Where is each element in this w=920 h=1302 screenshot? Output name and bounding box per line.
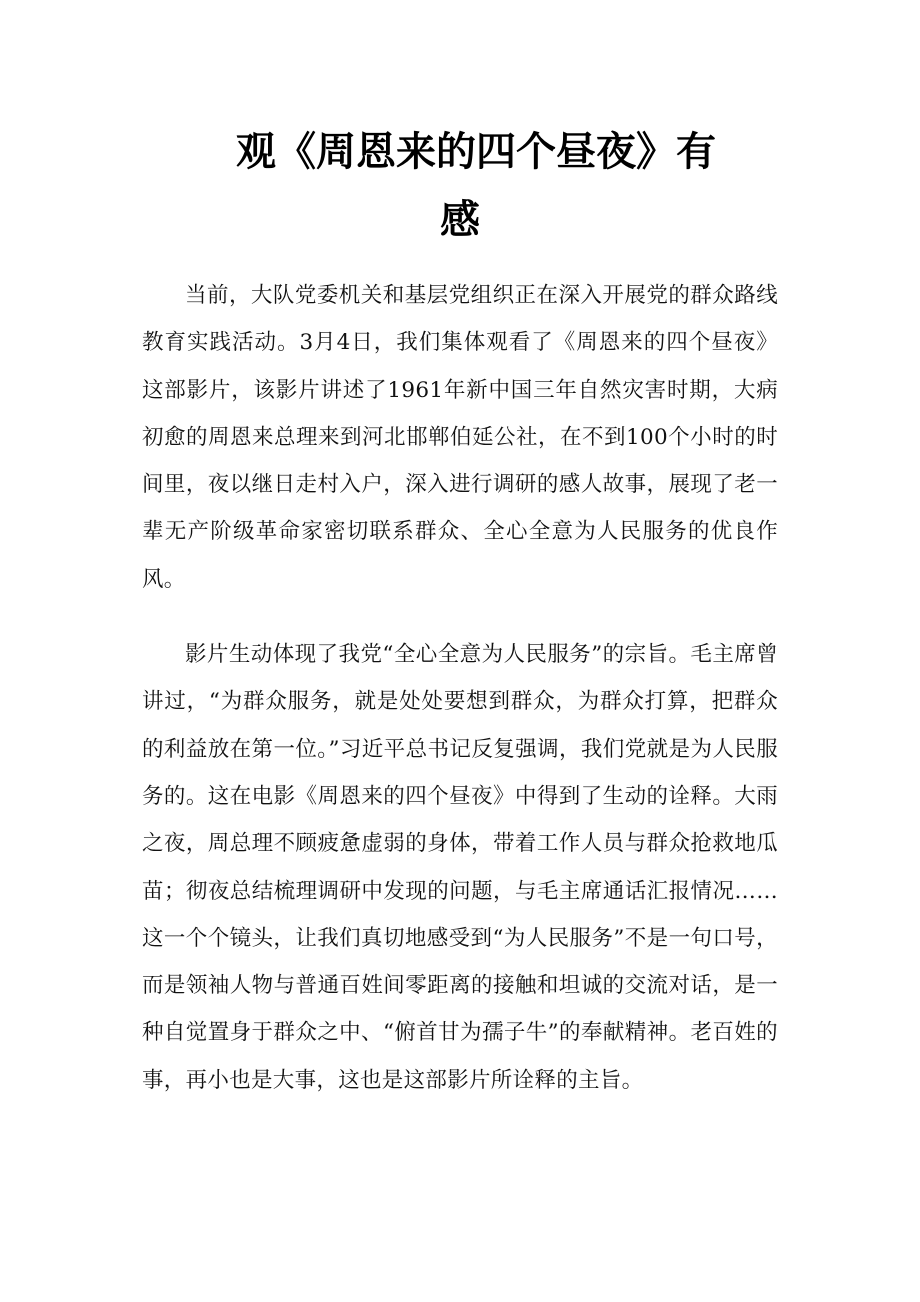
title-line-2: 感 — [440, 197, 480, 243]
paragraph-intro: 当前，大队党委机关和基层党组织正在深入开展党的群众路线教育实践活动。3月4日，我们集体观看了《周恩来的四个昼夜》这部影片，该影片讲述了1961年新中国三年自然灾害时期，大病初愈的周恩来总理来到河北邯郸伯延公社，在不到100个小时的时间里，夜以继日走村入户，深入进行调研的感人故事，展现了老一辈无产阶级革命家密切联系群众、全心全意为人民服务的优良作风。 — [142, 283, 778, 592]
title-line-1: 观《周恩来的四个昼夜》有 — [236, 129, 716, 175]
document-title — [236, 118, 776, 254]
document-body — [142, 272, 778, 1104]
paragraph-theme: 影片生动体现了我党“全心全意为人民服务”的宗旨。毛主席曾讲过，“为群众服务，就是处处要想到群众，为群众打算，把群众的利益放在第一位。”习近平总书记反复强调，我们党就是为人民服务的。这在电影《周恩来的四个昼夜》中得到了生动的诠释。大雨之夜，周总理不顾疲惫虚弱的身体，带着工作人员与群众抢救地瓜苗；彻夜总结梳理调研中发现的问题，与毛主席通话汇报情况……这一个个镜头，让我们真切地感受到“为人民服务”不是一句口号，而是领袖人物与普通百姓间零距离的接触和坦诚的交流对话，是一种自觉置身于群众之中、“俯首甘为孺子牛”的奉献精神。老百姓的事，再小也是大事，这也是这部影片所诠释的主旨。 — [142, 642, 778, 1093]
